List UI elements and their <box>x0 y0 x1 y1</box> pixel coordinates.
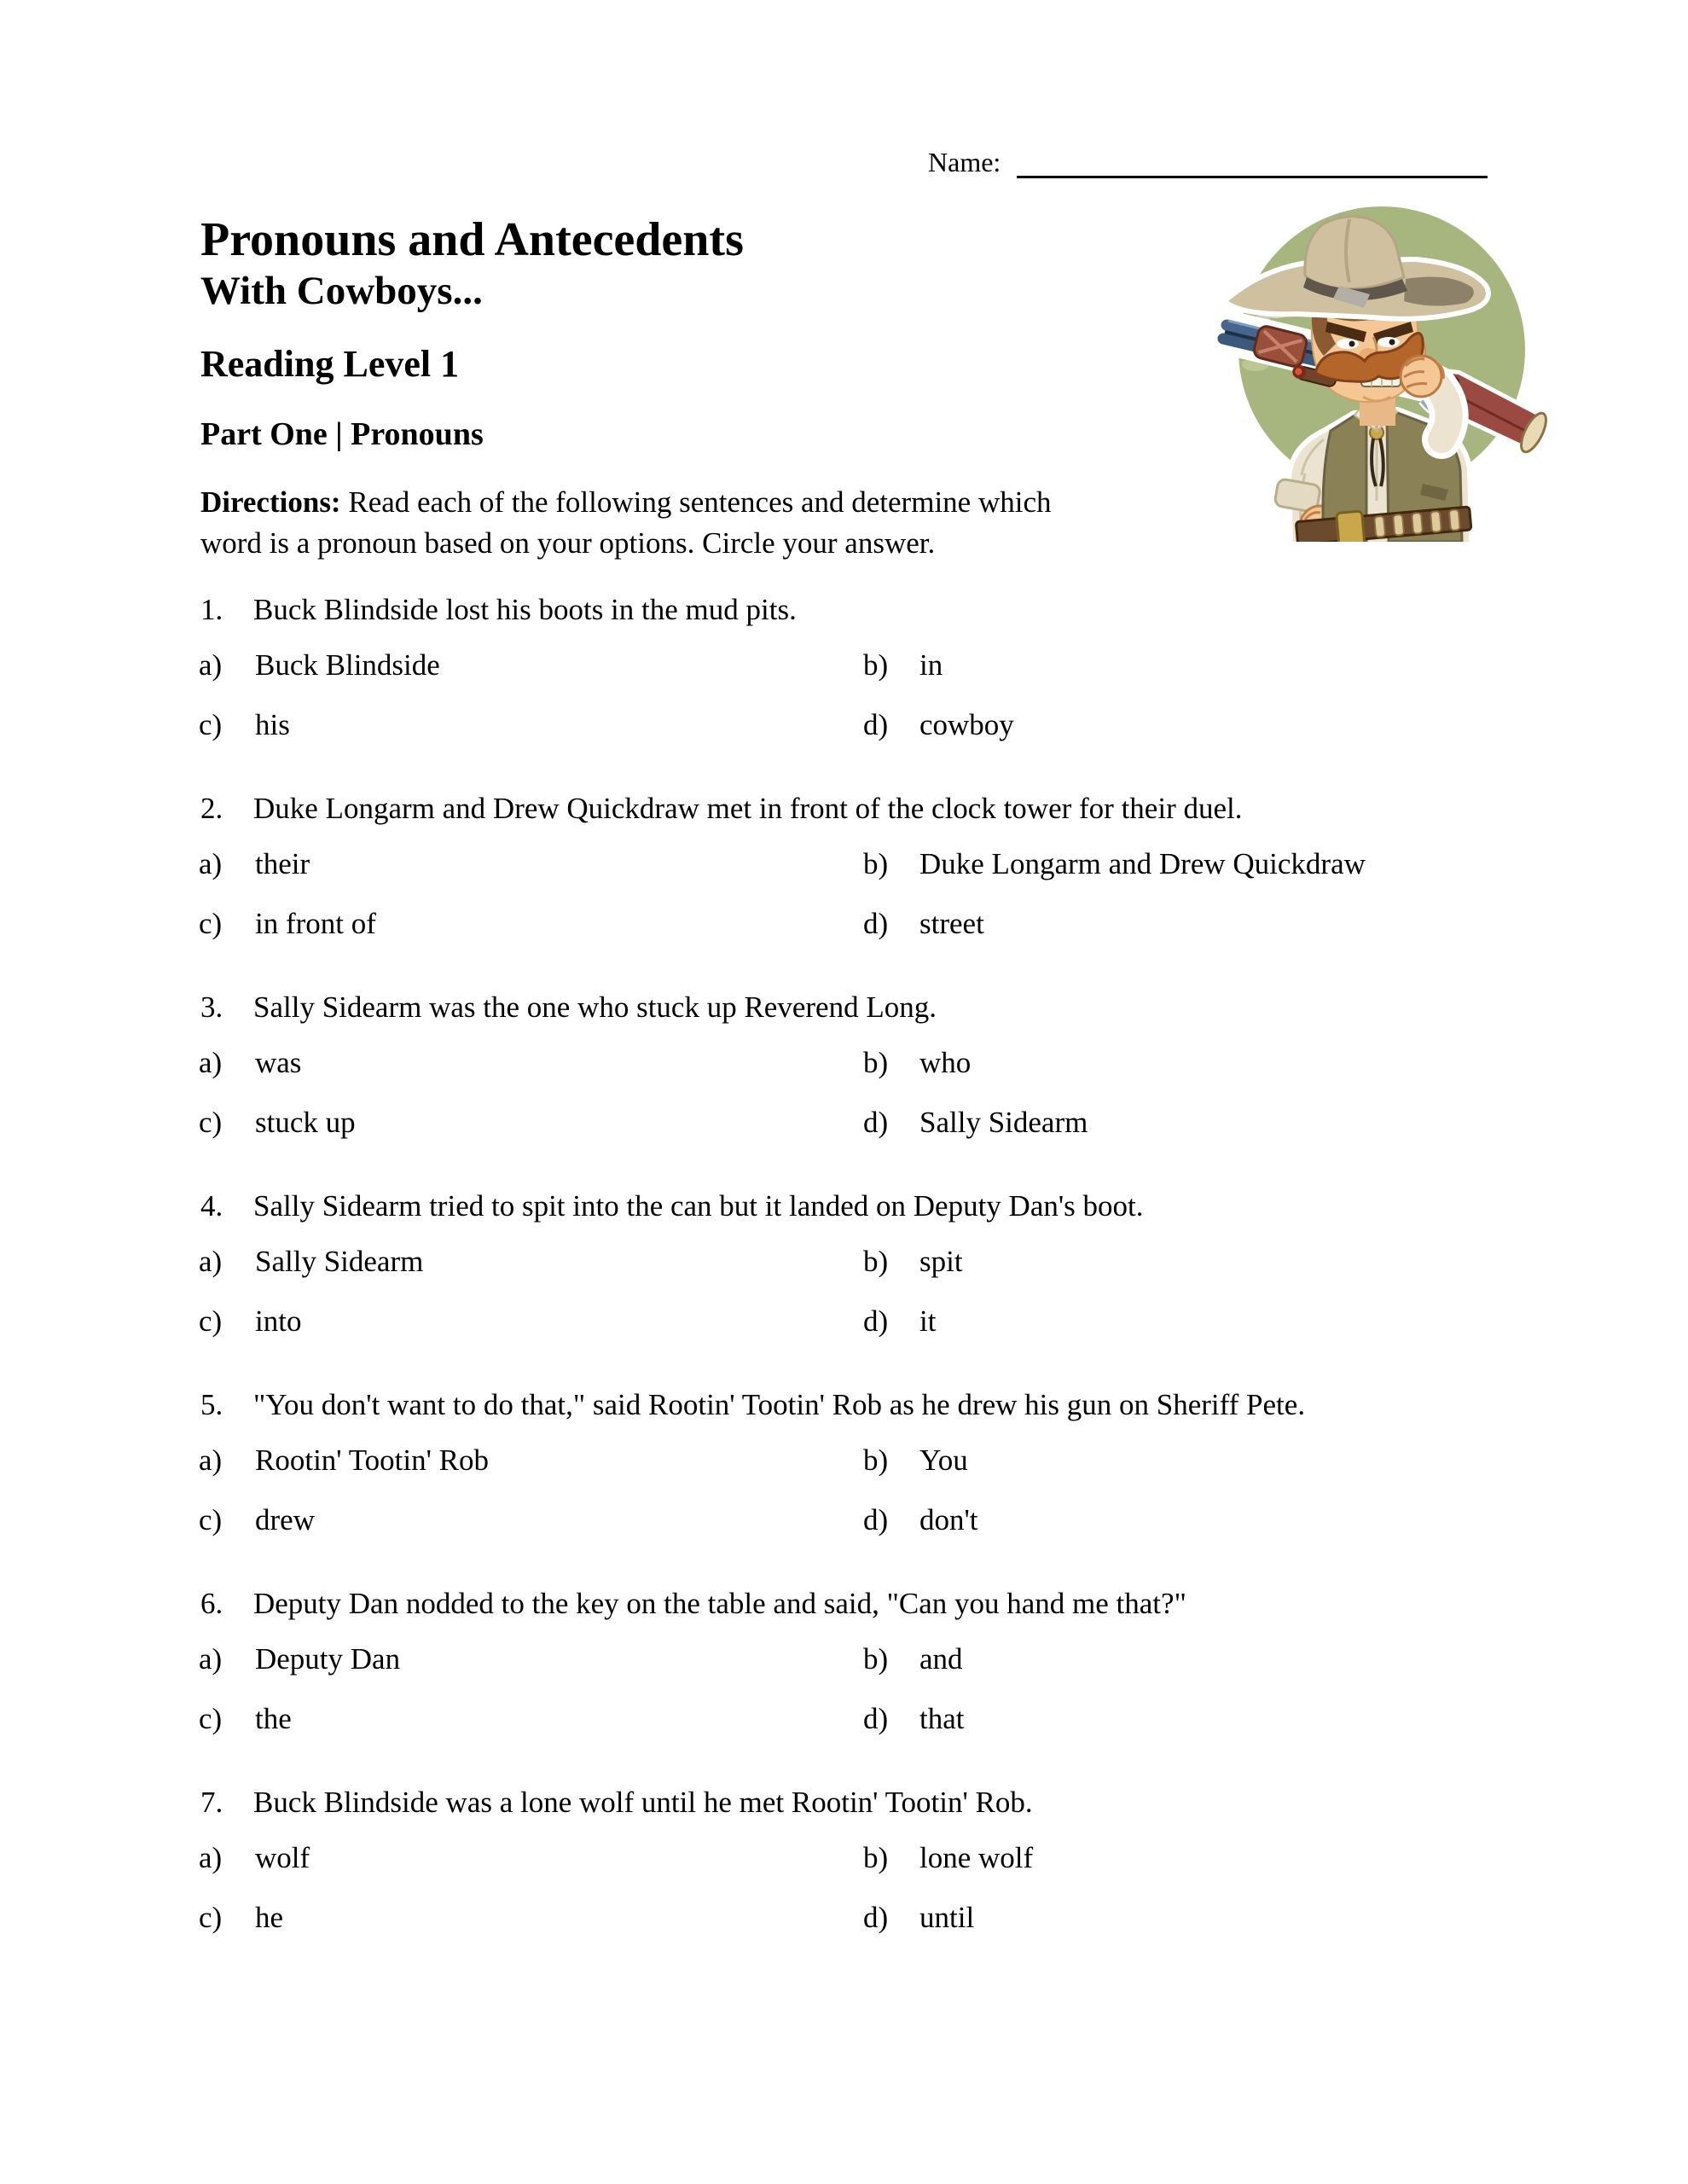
question-number: 4. <box>200 1189 223 1223</box>
question-text: Duke Longarm and Drew Quickdraw met in front of the clock tower for their duel. <box>253 792 1243 825</box>
question-number: 2. <box>200 792 223 825</box>
question-text: Deputy Dan nodded to the key on the table and said, "Can you hand me that?" <box>253 1587 1186 1620</box>
name-blank-line <box>1017 125 1488 178</box>
name-label: Name: <box>928 147 1001 177</box>
question-number: 3. <box>200 990 223 1024</box>
question-number: 6. <box>200 1587 223 1620</box>
question-text: "You don't want to do that," said Rootin' Tootin' Rob as he drew his gun on Sheriff Pete. <box>253 1388 1306 1421</box>
directions-line-1 <box>200 482 1267 523</box>
section-heading: Part One | Pronouns <box>200 416 484 452</box>
question-1: 1. Buck Blindside lost his boots in the mud pits. a) Buck Blindside b) in c) his d) cowboy <box>199 593 1014 741</box>
question-list <box>200 595 1497 1986</box>
reading-level-heading: Reading Level 1 <box>200 343 460 385</box>
page-subtitle: With Cowboys... <box>200 269 483 313</box>
question-text: Sally Sidearm tried to spit into the can but it landed on Deputy Dan's boot. <box>253 1189 1144 1223</box>
page-title: Pronouns and Antecedents <box>200 213 744 266</box>
directions <box>200 482 1267 564</box>
question-number: 7. <box>200 1786 223 1819</box>
question-2: 2. Duke Longarm and Drew Quickdraw met in front of the clock tower for their duel. a) their b) Duke Longarm and Drew Quickdraw c) in front of d) street <box>199 792 1366 940</box>
question-text: Sally Sidearm was the one who stuck up Reverend Long. <box>253 990 937 1024</box>
question-text: Buck Blindside lost his boots in the mud pits. <box>253 593 797 626</box>
question-text: Buck Blindside was a lone wolf until he met Rootin' Tootin' Rob. <box>253 1786 1033 1819</box>
cowboy-illustration <box>1169 183 1569 542</box>
question-3: 3. Sally Sidearm was the one who stuck up Reverend Long. a) was b) who c) stuck up d) Sally Sidearm <box>199 990 1088 1139</box>
question-number: 1. <box>200 593 223 626</box>
question-number: 5. <box>200 1388 223 1421</box>
question-7: 7. Buck Blindside was a lone wolf until he met Rootin' Tootin' Rob. a) wolf b) lone wolf c) he d) until <box>199 1786 1034 1934</box>
directions-label: Directions: <box>200 485 341 519</box>
directions-line-2: word is a pronoun based on your options. Circle your answer. <box>200 526 936 560</box>
question-4: 4. Sally Sidearm tried to spit into the can but it landed on Deputy Dan's boot. a) Sally Sidearm b) spit c) into d) it <box>199 1189 1144 1338</box>
directions-text-1: Read each of the following sentences and determine which <box>340 485 1052 519</box>
question-5: 5. "You don't want to do that," said Rootin' Tootin' Rob as he drew his gun on Sheriff Pete. a) Rootin' Tootin' Rob b) You c) drew d) don't <box>199 1388 1306 1536</box>
question-6: 6. Deputy Dan nodded to the key on the table and said, "Can you hand me that?" a) Deputy Dan b) and c) the d) that <box>199 1587 1186 1735</box>
